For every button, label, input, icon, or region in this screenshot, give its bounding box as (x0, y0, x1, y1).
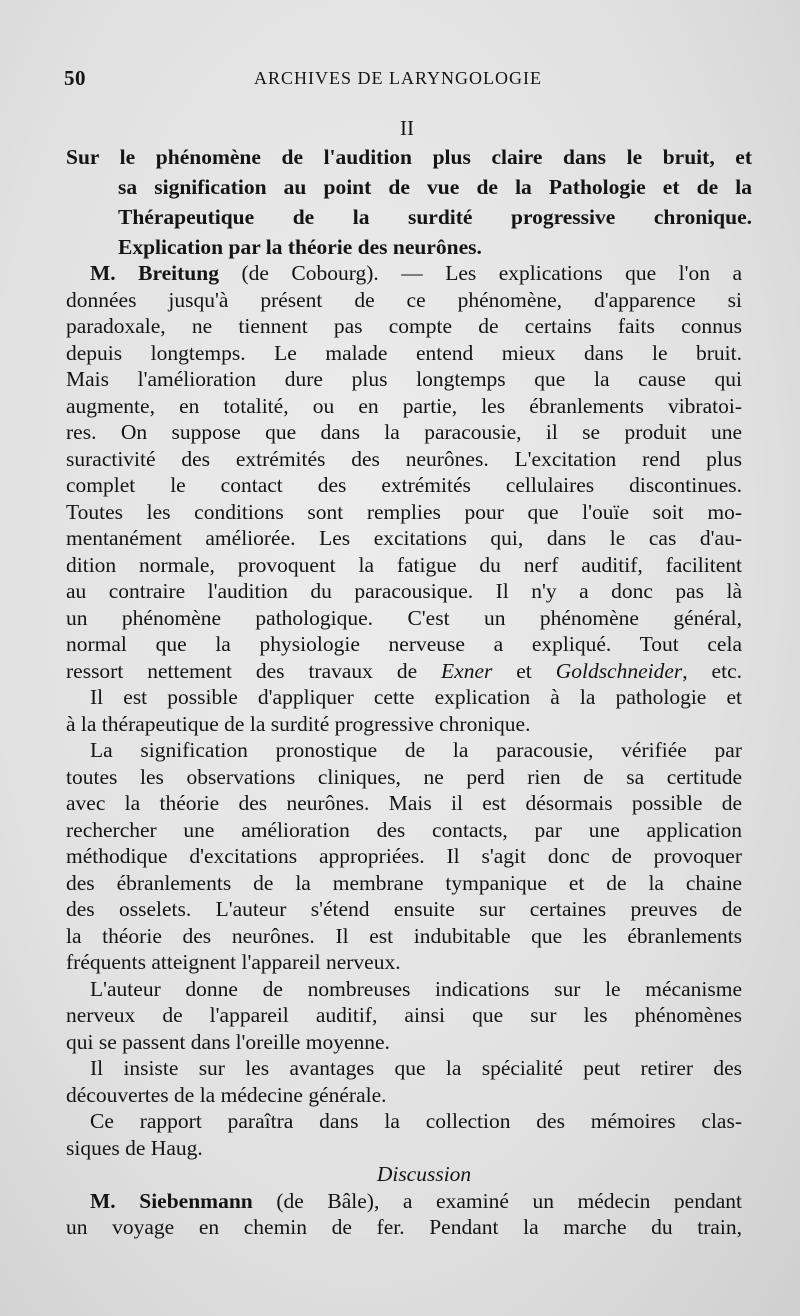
text-line: à la thérapeutique de la surdité progressive chronique. (66, 711, 531, 736)
title-line: sa signification au point de vue de la Pathologie et de la (118, 175, 752, 199)
text-line: un voyage en chemin de fer. Pendant la marche du train, (66, 1215, 742, 1239)
text-line: siques de Haug. (66, 1135, 203, 1160)
text-line: Toutes les conditions sont remplies pour que l'ouïe soit mo- (66, 499, 742, 524)
text-line: mentanément améliorée. Les excitations qui, dans le cas d'au- (66, 526, 742, 550)
text-fragment: et (492, 658, 556, 683)
paragraph-6 (66, 1108, 742, 1161)
cited-author: Goldschneider (555, 658, 683, 683)
text-line: res. On suppose que dans la paracousie, il se produit une (66, 420, 742, 444)
discussion-paragraph (66, 1188, 742, 1241)
text-line: depuis longtemps. Le malade entend mieux dans le bruit. (66, 340, 742, 365)
text-line (66, 1188, 742, 1215)
article-title (66, 142, 752, 262)
text-line: au contraire l'audition du paracousique. Il n'y a donc pas là (66, 579, 742, 603)
text-line: données jusqu'à présent de ce phénomène, d'apparence si (66, 287, 742, 312)
paragraph-1 (66, 260, 742, 684)
text-line: Il insiste sur les avantages que la spécialité peut retirer des (90, 1056, 742, 1080)
text-line: La signification pronostique de la paracousie, vérifiée par (90, 738, 742, 762)
title-line: Sur le phénomène de l'audition plus claire dans le bruit, et (66, 145, 752, 169)
discussion-heading: Discussion (376, 1162, 472, 1186)
page-header (64, 66, 760, 96)
text-line: paradoxale, ne tiennent pas compte de certains faits connus (66, 314, 742, 338)
article-body (66, 260, 742, 1241)
text-line: Il est possible d'appliquer cette explication à la pathologie et (90, 685, 742, 709)
discussant-name: M. Siebenmann (90, 1188, 253, 1213)
text-line: Ce rapport paraîtra dans la collection des mémoires clas- (90, 1109, 742, 1133)
text-line: dition normale, provoquent la fatigue du nerf auditif, facilitent (66, 552, 742, 577)
section-number: II (400, 116, 414, 140)
text-line: toutes les observations cliniques, ne perd rien de sa certitude (66, 764, 742, 789)
text-line: un phénomène pathologique. C'est un phénomène général, (66, 605, 742, 630)
text-line: complet le contact des extrémités cellulaires discontinues. (66, 473, 742, 497)
text-line (66, 658, 742, 685)
text-line: des osselets. L'auteur s'étend ensuite sur certaines preuves de (66, 897, 742, 921)
author-lead-text: (de Cobourg). — Les explications que l'on a (218, 261, 742, 285)
text-line (66, 260, 742, 287)
discussant-lead-text: (de Bâle), a examiné un médecin pendant (252, 1188, 742, 1213)
text-fragment: , etc. (682, 658, 742, 683)
text-line: nerveux de l'appareil auditif, ainsi que sur les phénomènes (66, 1003, 742, 1027)
paragraph-5 (66, 1055, 742, 1108)
text-fragment: ressort nettement des travaux de (66, 658, 442, 683)
text-line: méthodique d'excitations appropriées. Il s'agit donc de provoquer (66, 844, 742, 868)
text-line: découvertes de la médecine générale. (66, 1082, 387, 1107)
text-line: des ébranlements de la membrane tympanique et de la chaine (66, 870, 742, 895)
text-line: rechercher une amélioration des contacts, par une application (66, 817, 742, 842)
text-line: suractivité des extrémités des neurônes. L'excitation rend plus (66, 446, 742, 471)
title-line: Explication par la théorie des neurônes. (118, 235, 482, 259)
title-line: Thérapeutique de la surdité progressive chronique. (118, 205, 752, 229)
paragraph-4 (66, 976, 742, 1056)
text-line: normal que la physiologie nerveuse a expliqué. Tout cela (66, 632, 742, 656)
cited-author: Exner (441, 658, 493, 683)
text-line: Mais l'amélioration dure plus longtemps que la cause qui (66, 367, 742, 391)
text-line: avec la théorie des neurônes. Mais il est désormais possible de (66, 791, 742, 815)
text-line: la théorie des neurônes. Il est indubitable que les ébranlements (66, 923, 742, 948)
paragraph-3 (66, 737, 742, 976)
paragraph-2 (66, 684, 742, 737)
running-title: ARCHIVES DE LARYNGOLOGIE (254, 68, 542, 88)
text-line: L'auteur donne de nombreuses indications sur le mécanisme (90, 976, 742, 1001)
author-name: M. Breitung (90, 261, 219, 285)
page-number: 50 (64, 66, 86, 90)
text-line: fréquents atteignent l'appareil nerveux. (66, 950, 401, 974)
text-line: augmente, en totalité, ou en partie, les ébranlements vibratoi- (66, 393, 742, 418)
text-line: qui se passent dans l'oreille moyenne. (66, 1029, 390, 1054)
